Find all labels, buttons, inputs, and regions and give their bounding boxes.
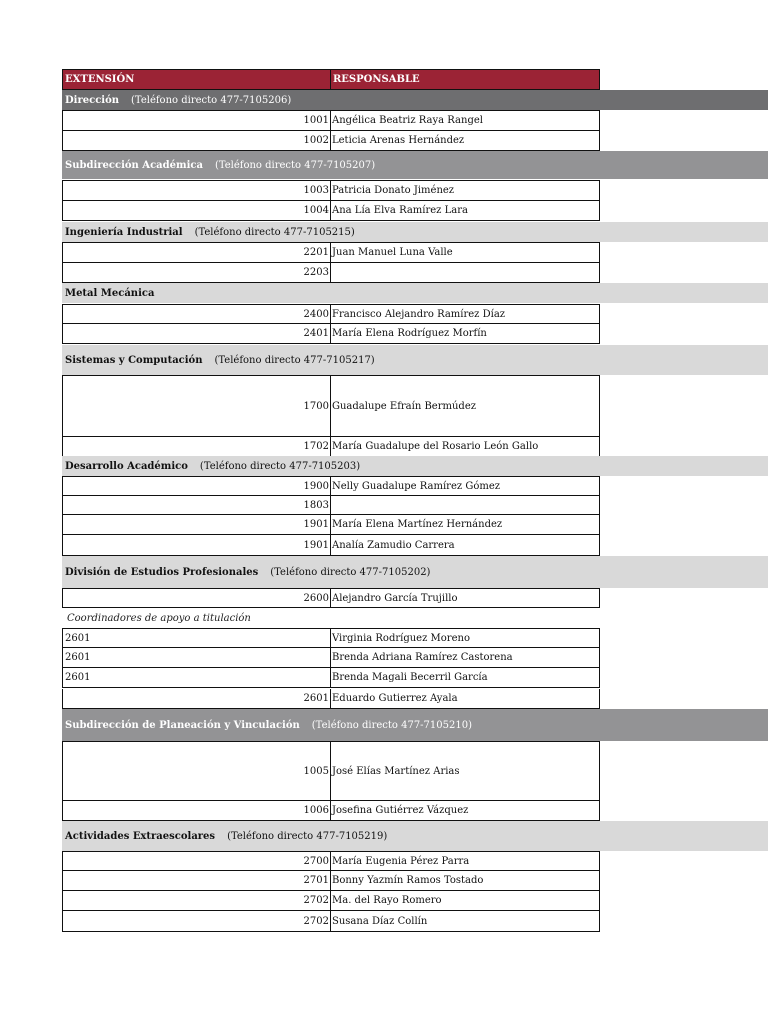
table-row	[62, 304, 600, 324]
extension-cell: 2601	[63, 689, 331, 708]
table-row	[62, 242, 600, 263]
responsable-cell: Brenda Magali Becerril García	[332, 672, 488, 683]
table-row	[62, 911, 600, 932]
table-row	[62, 180, 600, 201]
extension-cell: 1004	[63, 201, 331, 220]
responsable-cell: María Elena Rodríguez Morfín	[332, 328, 487, 339]
responsable-cell: María Guadalupe del Rosario León Gallo	[332, 441, 539, 452]
extension-cell: 1900	[63, 477, 331, 495]
table-row	[62, 496, 600, 515]
extension-cell: 1006	[63, 801, 331, 820]
table-row	[62, 131, 600, 151]
section-row	[62, 608, 768, 628]
responsable-cell: Guadalupe Efraín Bermúdez	[332, 400, 477, 412]
responsable-cell: Virginia Rodríguez Moreno	[332, 632, 470, 644]
section-name: Ingeniería Industrial	[65, 226, 183, 238]
extension-cell: 2600	[63, 589, 331, 607]
table-row	[62, 515, 600, 535]
extension-cell: 1702	[63, 437, 331, 456]
section-name: Subdirección de Planeación y Vinculación	[65, 719, 300, 731]
header-responsable: RESPONSABLE	[333, 74, 420, 85]
section-name: División de Estudios Profesionales	[65, 566, 259, 578]
extension-cell: 2700	[63, 852, 331, 870]
responsable-cell: Brenda Adriana Ramírez Castorena	[332, 652, 513, 663]
section-row	[62, 345, 768, 375]
extension-cell: 2701	[63, 871, 331, 890]
section-name: Actividades Extraescolares	[65, 830, 216, 842]
responsable-cell	[331, 496, 599, 514]
table-row	[62, 689, 600, 709]
table-row	[62, 476, 600, 496]
section-phone: (Teléfono directo 477-7105202)	[270, 566, 431, 578]
extension-cell: 1002	[63, 131, 331, 150]
extension-cell: 1901	[63, 515, 331, 534]
section-row	[62, 821, 768, 851]
responsable-cell: Josefina Gutiérrez Vázquez	[332, 805, 469, 816]
responsable-cell	[331, 263, 599, 282]
section-phone: (Teléfono directo 477-7105215)	[194, 226, 355, 238]
responsable-cell: Patricia Donato Jiménez	[332, 185, 455, 196]
table-row	[62, 375, 600, 437]
table-row	[62, 263, 600, 283]
table-row	[62, 668, 600, 688]
responsable-cell: Susana Díaz Collín	[332, 915, 428, 927]
responsable-cell: Analía Zamudio Carrera	[332, 539, 455, 551]
section-row	[62, 556, 768, 588]
extension-cell: 1003	[63, 181, 331, 200]
extension-cell: 1803	[63, 496, 331, 514]
responsable-cell: Angélica Beatriz Raya Rangel	[332, 115, 483, 126]
header-extension: EXTENSIÓN	[63, 70, 331, 89]
extension-cell: 2601	[63, 648, 331, 667]
section-name: Subdirección Académica	[65, 159, 203, 171]
extension-cell: 2203	[63, 263, 331, 282]
section-phone: (Teléfono directo 477-7105203)	[199, 460, 361, 472]
section-phone: (Teléfono directo 477-7105206)	[131, 94, 292, 106]
section-row	[62, 709, 768, 741]
extension-cell: 1700	[63, 376, 331, 436]
section-phone: (Teléfono directo 477-7105217)	[214, 354, 375, 366]
table-row	[62, 741, 600, 801]
table-row	[62, 588, 600, 608]
extension-cell: 2702	[63, 891, 331, 910]
table-row	[62, 871, 600, 891]
table-row	[62, 801, 600, 821]
section-name: Dirección	[65, 94, 120, 106]
extension-cell: 2201	[63, 243, 331, 262]
table-row	[62, 851, 600, 871]
responsable-cell: Alejandro García Trujillo	[332, 592, 458, 604]
section-phone: (Teléfono directo 477-7105210)	[311, 719, 472, 731]
extension-cell: 2601	[63, 629, 331, 647]
responsable-cell: Ana Lía Elva Ramírez Lara	[332, 205, 468, 216]
responsable-cell: José Elías Martínez Arias	[332, 765, 460, 777]
responsable-cell: Eduardo Gutierrez Ayala	[332, 693, 458, 704]
table-row	[62, 628, 600, 648]
table-row	[62, 201, 600, 221]
table-row	[62, 437, 600, 457]
responsable-cell: Nelly Guadalupe Ramírez Gómez	[332, 480, 501, 492]
section-row	[62, 283, 768, 303]
extension-cell: 2601	[63, 668, 331, 687]
section-row	[62, 90, 768, 110]
responsable-cell: Juan Manuel Luna Valle	[332, 247, 453, 258]
section-name: Metal Mecánica	[65, 287, 155, 299]
section-phone: (Teléfono directo 477-7105207)	[214, 159, 376, 171]
table-row	[62, 110, 600, 131]
responsable-cell: María Elena Martínez Hernández	[332, 519, 503, 530]
extension-cell: 1005	[63, 742, 331, 800]
responsable-cell: María Eugenia Pérez Parra	[332, 855, 470, 867]
section-row	[62, 222, 768, 242]
extension-cell: 1901	[63, 535, 331, 555]
responsable-cell: Leticia Arenas Hernández	[332, 135, 465, 146]
table-row	[62, 648, 600, 668]
table-header	[62, 69, 600, 90]
table-row	[62, 324, 600, 344]
section-name: Desarrollo Académico	[65, 460, 188, 472]
responsable-cell: Ma. del Rayo Romero	[332, 895, 442, 906]
extension-cell: 2702	[63, 911, 331, 931]
section-phone: (Teléfono directo 477-7105219)	[227, 830, 388, 842]
section-row	[62, 151, 768, 179]
section-row	[62, 456, 768, 476]
section-name: Sistemas y Computación	[65, 354, 203, 366]
extension-cell: 1001	[63, 111, 331, 130]
table-row	[62, 535, 600, 556]
responsable-cell: Bonny Yazmín Ramos Tostado	[332, 875, 484, 886]
extension-cell: 2400	[63, 305, 331, 323]
responsable-cell: Francisco Alejandro Ramírez Díaz	[332, 308, 506, 320]
table-row	[62, 891, 600, 911]
section-phone: Coordinadores de apoyo a titulación	[67, 612, 251, 624]
extension-cell: 2401	[63, 324, 331, 343]
